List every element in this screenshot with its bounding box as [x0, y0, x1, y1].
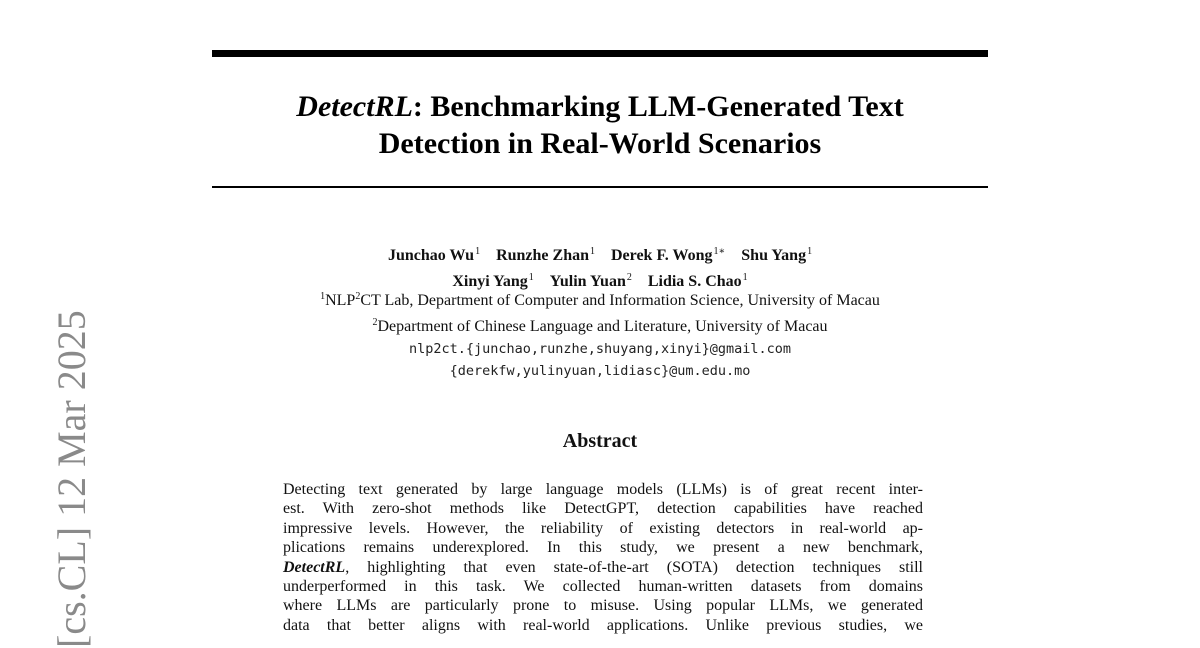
author-name: Runzhe Zhan [496, 247, 589, 264]
abstract-line: Detecting text generated by large language models (LLMs) is of great recent inter- [283, 481, 923, 498]
abstract-line-rest: , highlighting that even state-of-the-art (SOTA) detection techniques still [345, 558, 923, 576]
author-affiliation-mark: 2 [626, 272, 632, 283]
author-name: Derek F. Wong [610, 247, 713, 264]
arxiv-side-stamp: [cs.CL] 12 Mar 2025 [49, 310, 94, 648]
author-affiliation-mark: 1 [475, 246, 481, 257]
author-name: Yulin Yuan [549, 273, 626, 290]
affiliations [150, 286, 1050, 382]
email-line-2: {derekfw,yulinyuan,lidiasc}@um.edu.mo [449, 363, 751, 379]
author [388, 247, 480, 264]
abstract-line: data that better aligns with real-world applications. Unlike previous studies, we [283, 616, 923, 634]
affiliation-mark: 1 [320, 291, 326, 302]
title-line-2: Detection in Real-World Scenarios [378, 127, 822, 160]
lab-superscript: 2 [355, 291, 361, 302]
email-line-1: nlp2ct.{junchao,runzhe,shuyang,xinyi}@gmail.com [408, 341, 791, 357]
abstract-line: est. With zero-shot methods like DetectGPT, detection capabilities have reached [283, 500, 923, 518]
affiliation-text: Department of Chinese Language and Literature, University of Macau [377, 318, 828, 335]
bottom-rule [212, 186, 988, 188]
paper-title [212, 88, 988, 162]
abstract-heading: Abstract [562, 430, 638, 452]
affiliation-1 [150, 286, 1050, 312]
author-affiliation-mark: 1 [589, 246, 595, 257]
abstract-line: impressive levels. However, the reliability of existing detectors in real-world ap- [283, 519, 923, 537]
author-name: Xinyi Yang [452, 273, 528, 290]
abstract-line: where LLMs are particularly prone to misuse. Using popular LLMs, we generated [283, 597, 923, 615]
affiliation-mark: 2 [372, 317, 378, 328]
author-row-1 [212, 241, 988, 267]
author [611, 247, 725, 264]
author-affiliation-mark: 1 [742, 272, 748, 283]
abstract-line: underperformed in this task. We collected human-written datasets from domains [283, 578, 923, 596]
abstract-line [283, 558, 923, 577]
title-line-1-rest: : Benchmarking LLM-Generated Text [412, 90, 904, 123]
author-name: Shu Yang [741, 247, 807, 264]
benchmark-name-emphasis: DetectRL [283, 558, 346, 576]
top-rule [212, 50, 988, 57]
abstract-body [283, 480, 923, 635]
author-affiliation-mark: 1 [807, 246, 813, 257]
affiliation-text: CT Lab, Department of Computer and Information Science, University of Macau [360, 292, 880, 309]
affiliation-2 [150, 312, 1050, 338]
affiliation-text: NLP [325, 292, 356, 309]
author-affiliation-mark: 1 [528, 272, 534, 283]
author-name: Junchao Wu [387, 247, 475, 264]
author [496, 247, 595, 264]
author-affiliation-mark: 1∗ [713, 246, 726, 257]
author-name: Lidia S. Chao [647, 273, 742, 290]
abstract-line: plications remains underexplored. In this study, we present a new benchmark, [283, 539, 923, 557]
author [741, 247, 812, 264]
title-benchmark-name: DetectRL [296, 90, 413, 123]
title-line-1 [212, 88, 988, 125]
